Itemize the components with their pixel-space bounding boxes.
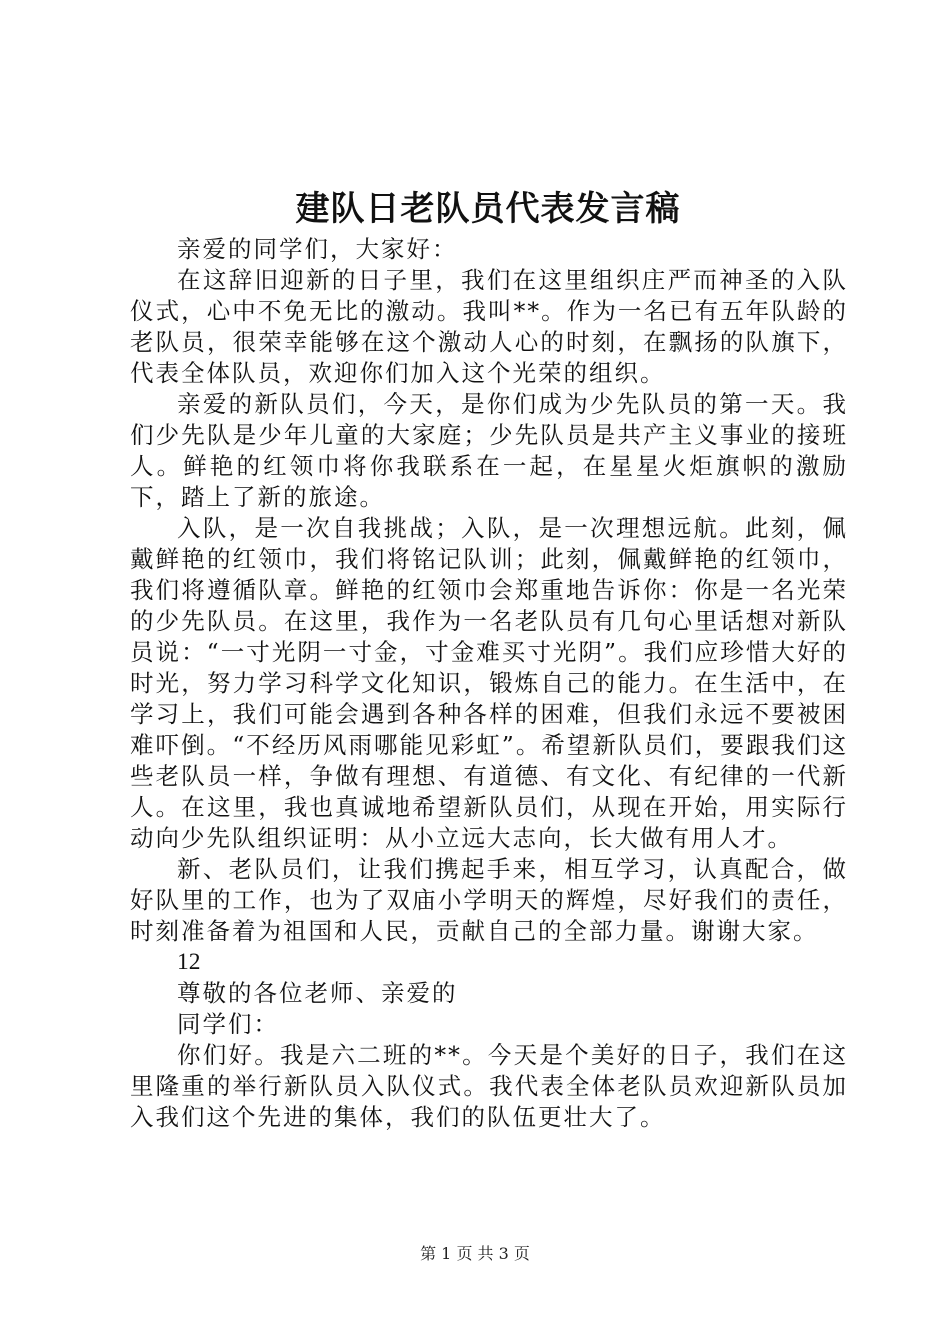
paragraph-number: 12 [177,949,201,975]
paragraph-salutation: 尊敬的各位老师、亲爱的 [177,979,458,1007]
paragraph-new-members: 亲爱的新队员们，今天，是你们成为少先队员的第一天。我们少先队是少年儿童的大家庭；少先队员是共产主义事业的接班人。鲜艳的红领巾将你我联系在一起，在星星火炬旗帜的激励下，踏上了新的旅途。 [130,390,848,511]
page-footer: 第 1 页 共 3 页 [420,1244,530,1263]
paragraph-welcome: 在这辞旧迎新的日子里，我们在这里组织庄严而神圣的入队仪式，心中不免无比的激动。我叫**。作为一名已有五年队龄的老队员，很荣幸能够在这个激动人心的时刻，在飘扬的队旗下，代表全体队员，欢迎你们加入这个光荣的组织。 [130,266,848,387]
paragraph-joining: 入队，是一次自我挑战；入队，是一次理想远航。此刻，佩戴鲜艳的红领巾，我们将铭记队训；此刻，佩戴鲜艳的红领巾，我们将遵循队章。鲜艳的红领巾会郑重地告诉你：你是一名光荣的少先队员。在这里，我作为一名老队员有几句心里话想对新队员说：“一寸光阴一寸金，寸金难买寸光阴”。我们应珍惜大好的时光，努力学习科学文化知识，锻炼自己的能力。在生活中，在学习上，我们可能会遇到各种各样的困难，但我们永远不要被困难吓倒。“不经历风雨哪能见彩虹”。希望新队员们，要跟我们这些老队员一样，争做有理想、有道德、有文化、有纪律的一代新人。在这里，我也真诚地希望新队员们，从现在开始，用实际行动向少先队组织证明：从小立远大志向，长大做有用人才。 [130,514,848,852]
paragraph-greeting: 亲爱的同学们，大家好： [177,235,458,263]
paragraph-second-speech: 你们好。我是六二班的**。今天是个美好的日子，我们在这里隆重的举行新队员入队仪式。我代表全体老队员欢迎新队员加入我们这个先进的集体，我们的队伍更壮大了。 [130,1041,848,1131]
paragraph-salutation-cont: 同学们： [177,1010,279,1038]
document-title: 建队日老队员代表发言稿 [295,189,681,229]
document-body [130,234,848,1133]
paragraph-closing: 新、老队员们，让我们携起手来，相互学习，认真配合，做好队里的工作，也为了双庙小学明天的辉煌，尽好我们的责任，时刻准备着为祖国和人民，贡献自己的全部力量。谢谢大家。 [130,855,848,945]
